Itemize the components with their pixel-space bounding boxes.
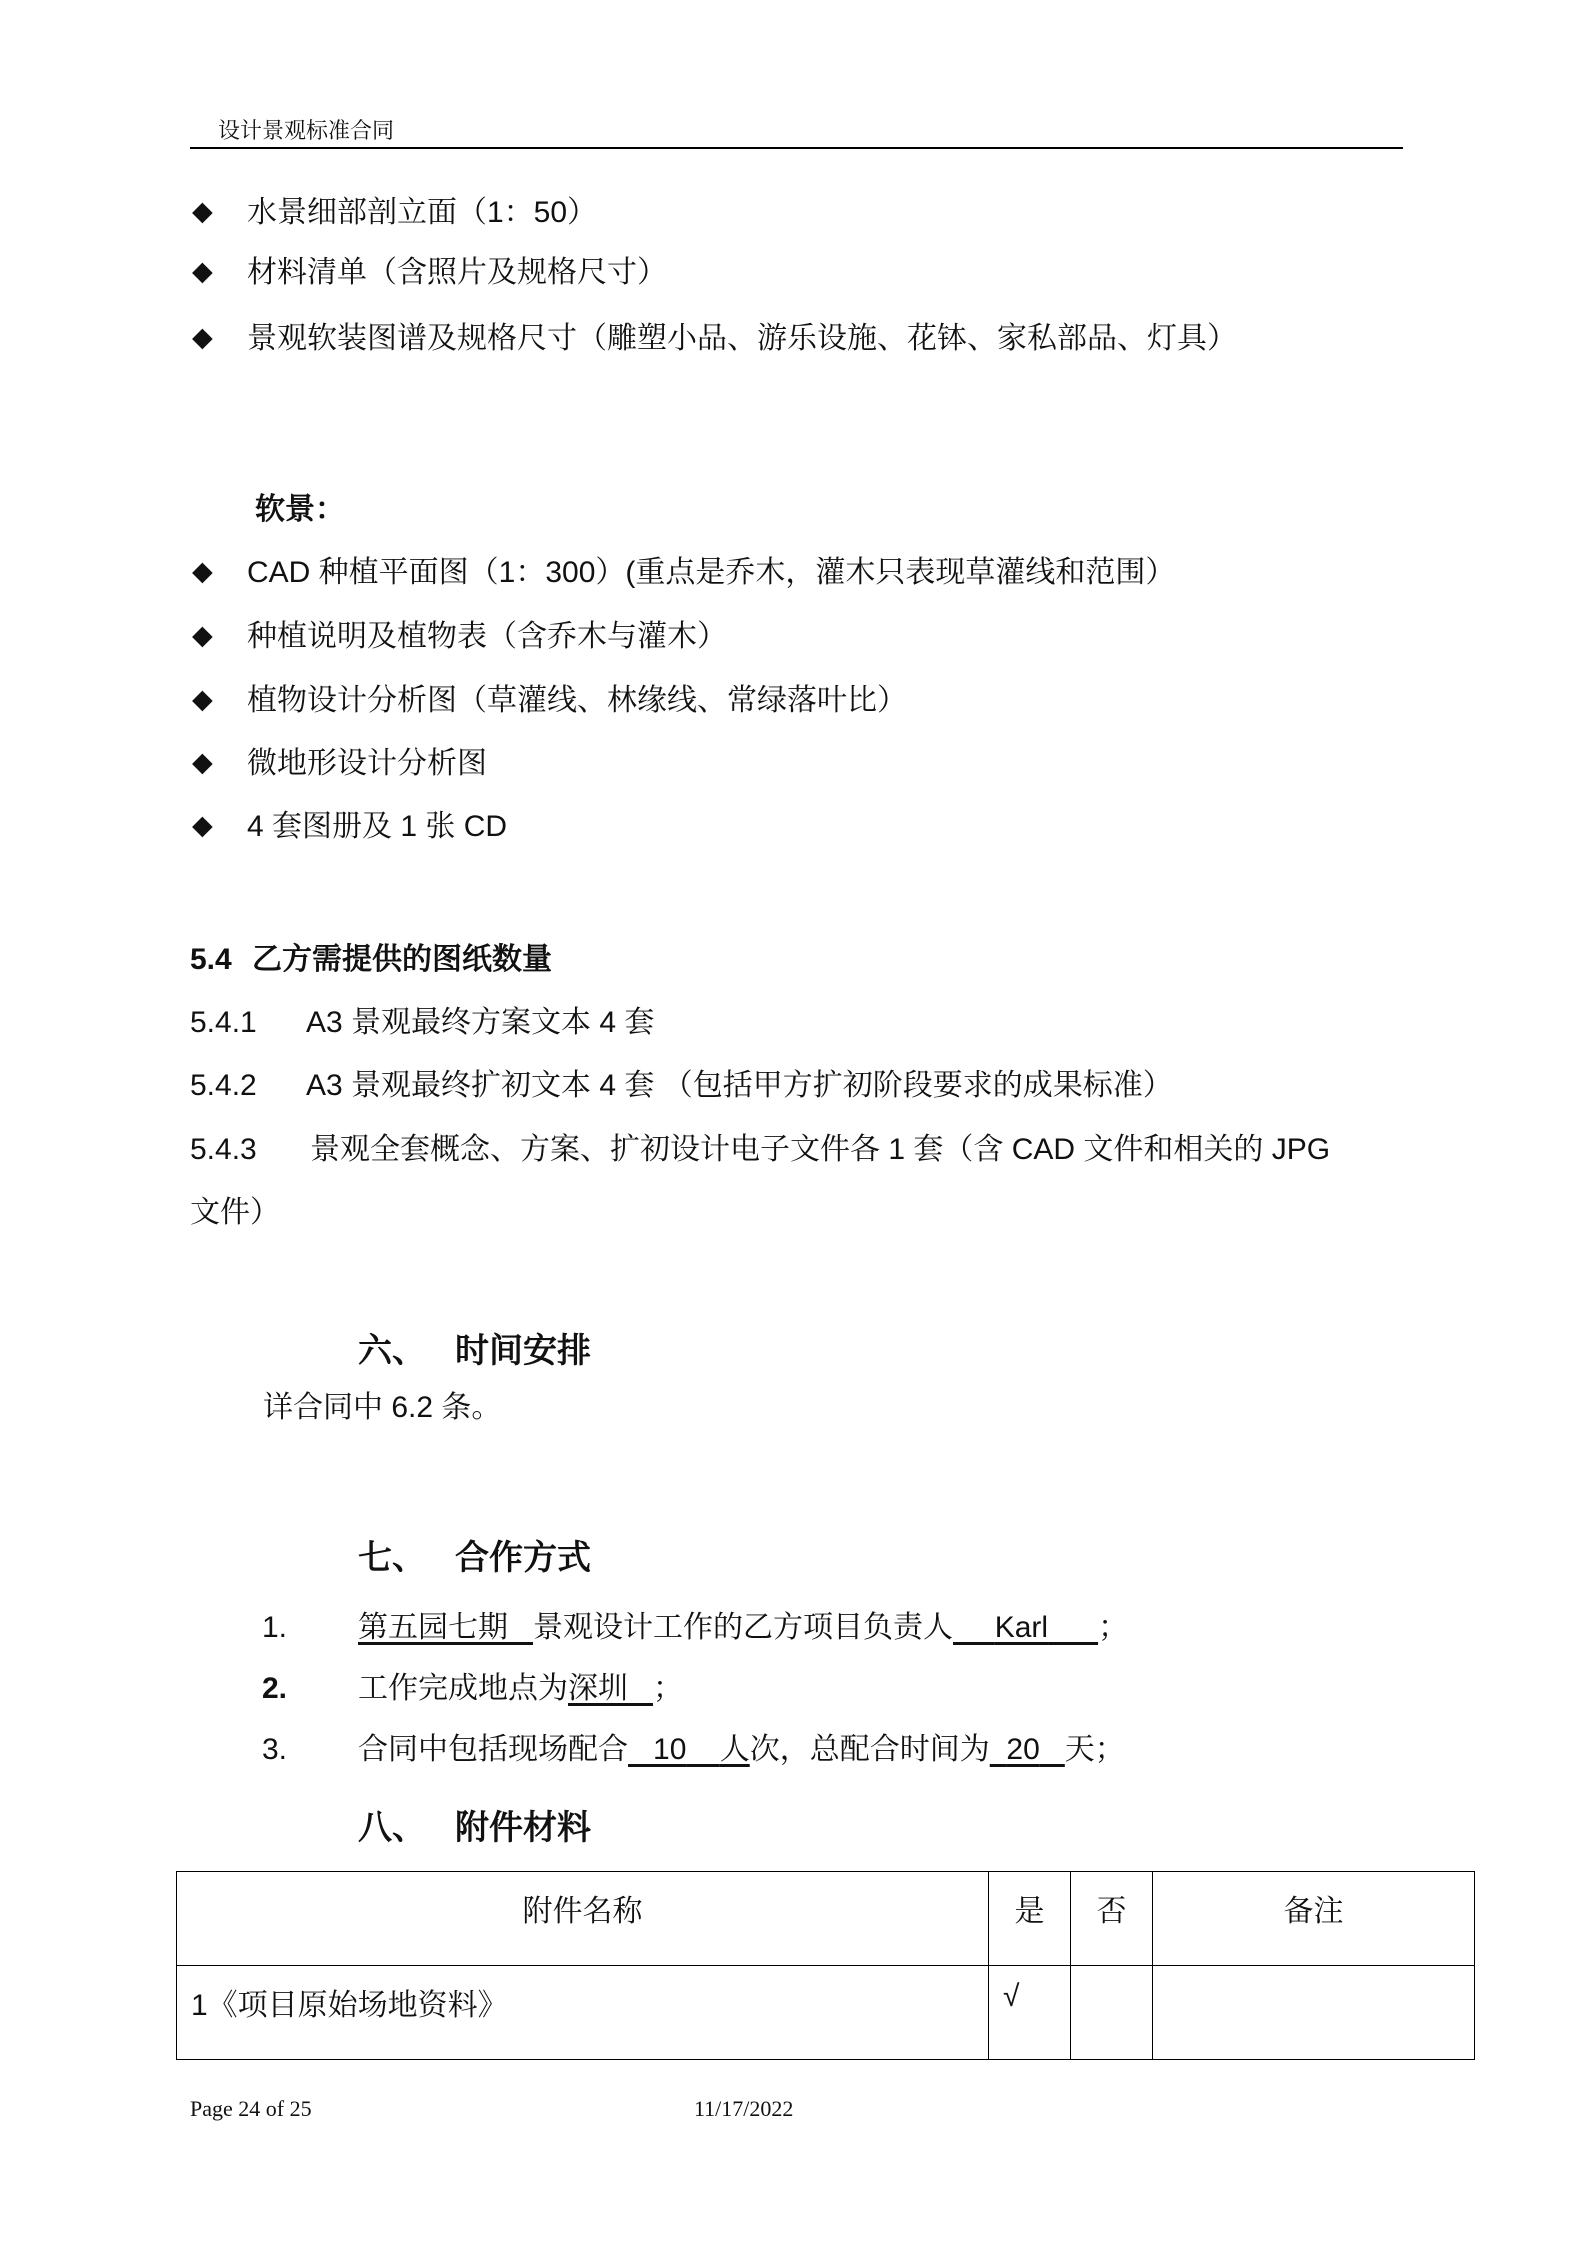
project-leader: Karl <box>994 1611 1049 1644</box>
heading-number: 七、 <box>358 1539 426 1577</box>
heading-number: 八、 <box>358 1809 426 1847</box>
cell-no <box>1071 1966 1153 2060</box>
underline-pad <box>628 1672 653 1705</box>
cell-attachment-name: 1《项目原始场地资料》 <box>177 1966 989 2060</box>
clause-number: 5.4.1 <box>190 1006 257 1039</box>
col-header-yes: 是 <box>989 1872 1071 1966</box>
bullet-icon: ◆ <box>192 684 213 714</box>
page-number: Page 24 of 25 <box>190 2096 312 2121</box>
onsite-count: 10 <box>653 1733 687 1766</box>
underline-pad <box>628 1733 653 1766</box>
underline-pad <box>953 1611 995 1644</box>
item-text: 景观设计工作的乙方项目负责人 <box>533 1611 954 1644</box>
list-item: 景观软装图谱及规格尺寸（雕塑小品、游乐设施、花钵、家私部品、灯具） <box>247 322 1237 355</box>
clause-text: A3 景观最终方案文本 4 套 <box>306 1006 655 1039</box>
item-text: 合同中包括现场配合 <box>358 1733 628 1766</box>
total-days: 20 <box>1006 1733 1040 1766</box>
bullet-icon: ◆ <box>192 810 213 840</box>
table-header-row <box>177 1872 1475 1966</box>
running-header: 设计景观标准合同 <box>218 118 395 143</box>
heading-title: 合作方式 <box>455 1539 591 1577</box>
item-number: 2. <box>262 1672 288 1705</box>
item-end: ； <box>653 1672 684 1705</box>
bullet-icon: ◆ <box>192 556 213 586</box>
list-item: 植物设计分析图（草灌线、林缘线、常绿落叶比） <box>247 684 907 717</box>
cell-yes: √ <box>989 1966 1071 2060</box>
item-end: 天； <box>1064 1733 1125 1766</box>
soft-landscape-title: 软景： <box>255 493 345 526</box>
list-item: CAD 种植平面图（1：300）(重点是乔木，灌木只表现草灌线和范围） <box>247 556 1176 589</box>
underline-pad <box>1040 1733 1065 1766</box>
underline-pad <box>686 1733 719 1766</box>
clause-text: A3 景观最终扩初文本 4 套 （包括甲方扩初阶段要求的成果标准） <box>306 1069 1173 1102</box>
header-rule <box>190 147 1403 149</box>
clause-number: 5.4.3 <box>190 1133 257 1166</box>
list-item: 材料清单（含照片及规格尺寸） <box>247 256 667 289</box>
cell-note <box>1153 1966 1475 2060</box>
item-text: 次，总配合时间为 <box>749 1733 990 1766</box>
bullet-icon: ◆ <box>192 256 213 286</box>
item-number: 3. <box>262 1733 288 1766</box>
bullet-icon: ◆ <box>192 620 213 650</box>
clause-text-continued: 文件） <box>190 1196 280 1229</box>
project-name: 第五园七期 <box>358 1611 508 1644</box>
footer-date: 11/17/2022 <box>694 2096 794 2121</box>
bullet-icon: ◆ <box>192 196 213 226</box>
list-item: 水景细部剖立面（1：50） <box>247 196 598 229</box>
list-item: 微地形设计分析图 <box>247 747 487 780</box>
clause-text: 景观全套概念、方案、扩初设计电子文件各 1 套（含 CAD 文件和相关的 JPG <box>310 1133 1331 1166</box>
col-header-name: 附件名称 <box>177 1872 989 1966</box>
heading-number: 六、 <box>358 1332 426 1370</box>
col-header-note: 备注 <box>1153 1872 1475 1966</box>
cooperation-item <box>358 1669 683 1709</box>
onsite-unit: 人 <box>719 1733 750 1766</box>
bullet-icon: ◆ <box>192 322 213 352</box>
attachments-table <box>176 1871 1475 2060</box>
clause-number: 5.4.2 <box>190 1069 257 1102</box>
heading-title: 附件材料 <box>455 1809 591 1847</box>
section-number: 5.4 <box>190 943 232 976</box>
underline-pad <box>1048 1611 1098 1644</box>
underline-pad <box>990 1733 1007 1766</box>
bullet-icon: ◆ <box>192 747 213 777</box>
heading-title: 时间安排 <box>455 1332 591 1370</box>
item-number: 1. <box>262 1611 288 1644</box>
cooperation-item <box>358 1608 1128 1648</box>
underline-pad <box>508 1611 533 1644</box>
list-item: 4 套图册及 1 张 CD <box>247 810 508 843</box>
item-text: 工作完成地点为 <box>358 1672 568 1705</box>
col-header-no: 否 <box>1071 1872 1153 1966</box>
work-location: 深圳 <box>568 1672 628 1705</box>
paragraph: 详合同中 6.2 条。 <box>263 1391 502 1424</box>
cooperation-item <box>358 1730 1125 1770</box>
item-end: ； <box>1098 1611 1129 1644</box>
list-item: 种植说明及植物表（含乔木与灌木） <box>247 620 727 653</box>
section-title: 乙方需提供的图纸数量 <box>252 943 552 976</box>
table-row <box>177 1966 1475 2060</box>
